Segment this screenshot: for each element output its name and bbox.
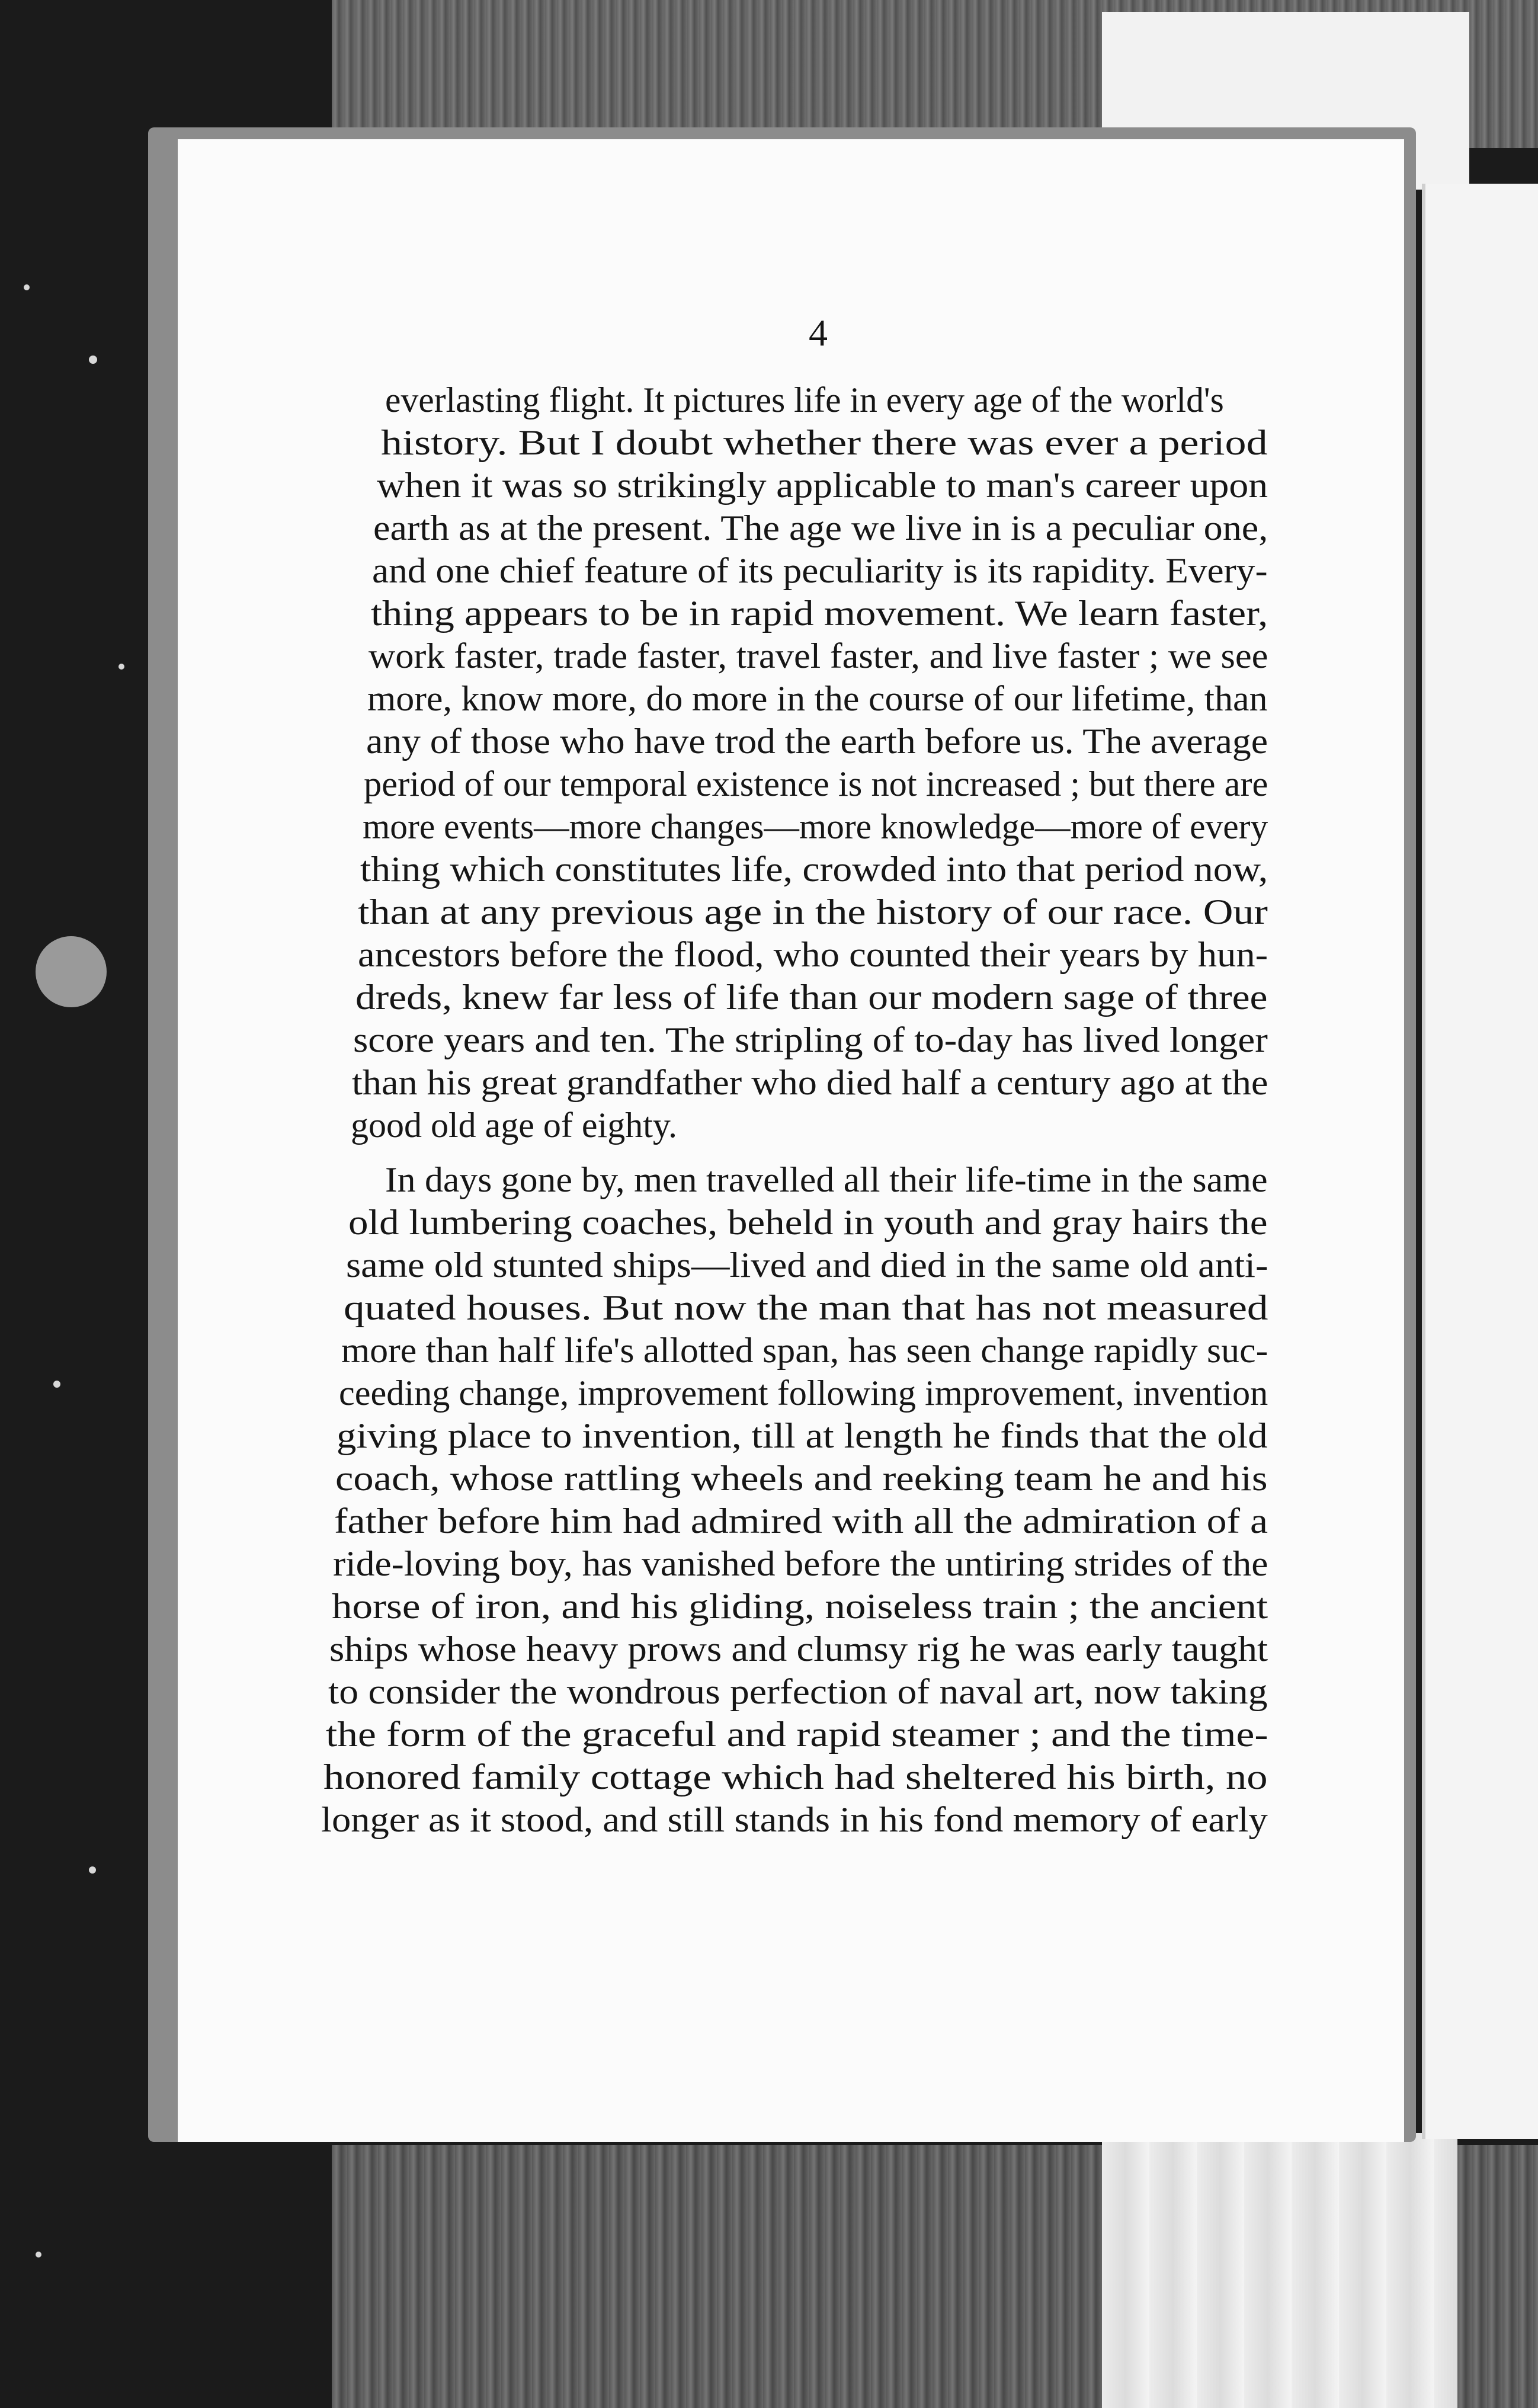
text-line: giving place to invention, till at length he finds that the old [337, 1416, 1268, 1455]
text-line: than at any previous age in the history of our race. Our [358, 892, 1268, 931]
text-line: history. But I doubt whether there was ever a period [381, 423, 1268, 462]
text-line: more events—more changes—more knowledge—more of every [363, 807, 1268, 846]
text-line: everlasting flight. It pictures life in every age of the world's [385, 380, 1224, 420]
text-line: quated houses. But now the man that has not measured [344, 1288, 1268, 1327]
text-line: to consider the wondrous perfection of naval art, now taking [328, 1672, 1268, 1711]
text-line: earth as at the present. The age we live in is a peculiar one, [373, 508, 1268, 547]
text-line: coach, whose rattling wheels and reeking team he and his [335, 1459, 1268, 1498]
page-number: 4 [809, 312, 828, 354]
text-line: ships whose heavy prows and clumsy rig he was early taught [329, 1629, 1268, 1669]
text-line: when it was so strikingly applicable to man's career upon [377, 466, 1268, 505]
text-line: dreds, knew far less of life than our modern sage of three [355, 978, 1268, 1017]
text-line: longer as it stood, and still stands in his fond memory of early [321, 1800, 1268, 1839]
text-line: the form of the graceful and rapid steamer ; and the time- [326, 1715, 1268, 1754]
text-line: more than half life's allotted span, has seen change rapidly suc- [341, 1331, 1268, 1370]
text-line: father before him had admired with all the admiration of a [334, 1501, 1268, 1541]
text-line: ceeding change, improvement following improvement, invention [339, 1373, 1268, 1413]
text-line: good old age of eighty. [351, 1106, 677, 1145]
text-line: work faster, trade faster, travel faster, and live faster ; we see [369, 636, 1268, 675]
text-line: ride-loving boy, has vanished before the untiring strides of the [333, 1544, 1268, 1583]
text-line: In days gone by, men travelled all their life-time in the same [385, 1160, 1268, 1199]
text-line: period of our temporal existence is not increased ; but there are [364, 764, 1268, 803]
text-line: old lumbering coaches, beheld in youth and gray hairs the [348, 1203, 1268, 1242]
text-line: same old stunted ships—lived and died in the same old anti- [346, 1245, 1268, 1285]
text-line: and one chief feature of its peculiarity is its rapidity. Every- [372, 551, 1268, 590]
text-line: ancestors before the flood, who counted their years by hun- [358, 935, 1268, 974]
text-line: more, know more, do more in the course of our lifetime, than [367, 679, 1268, 718]
text-line: thing appears to be in rapid movement. We learn faster, [371, 594, 1268, 633]
text-line: thing which constitutes life, crowded into that period now, [360, 850, 1268, 889]
text-line: than his great grandfather who died half a century ago at the [352, 1063, 1268, 1102]
text-line: any of those who have trod the earth before us. The average [366, 722, 1268, 761]
text-line: honored family cottage which had sheltered his birth, no [323, 1757, 1268, 1797]
text-line: horse of iron, and his gliding, noiseless train ; the ancient [332, 1587, 1268, 1626]
text-line: score years and ten. The stripling of to-day has lived longer [353, 1020, 1268, 1059]
